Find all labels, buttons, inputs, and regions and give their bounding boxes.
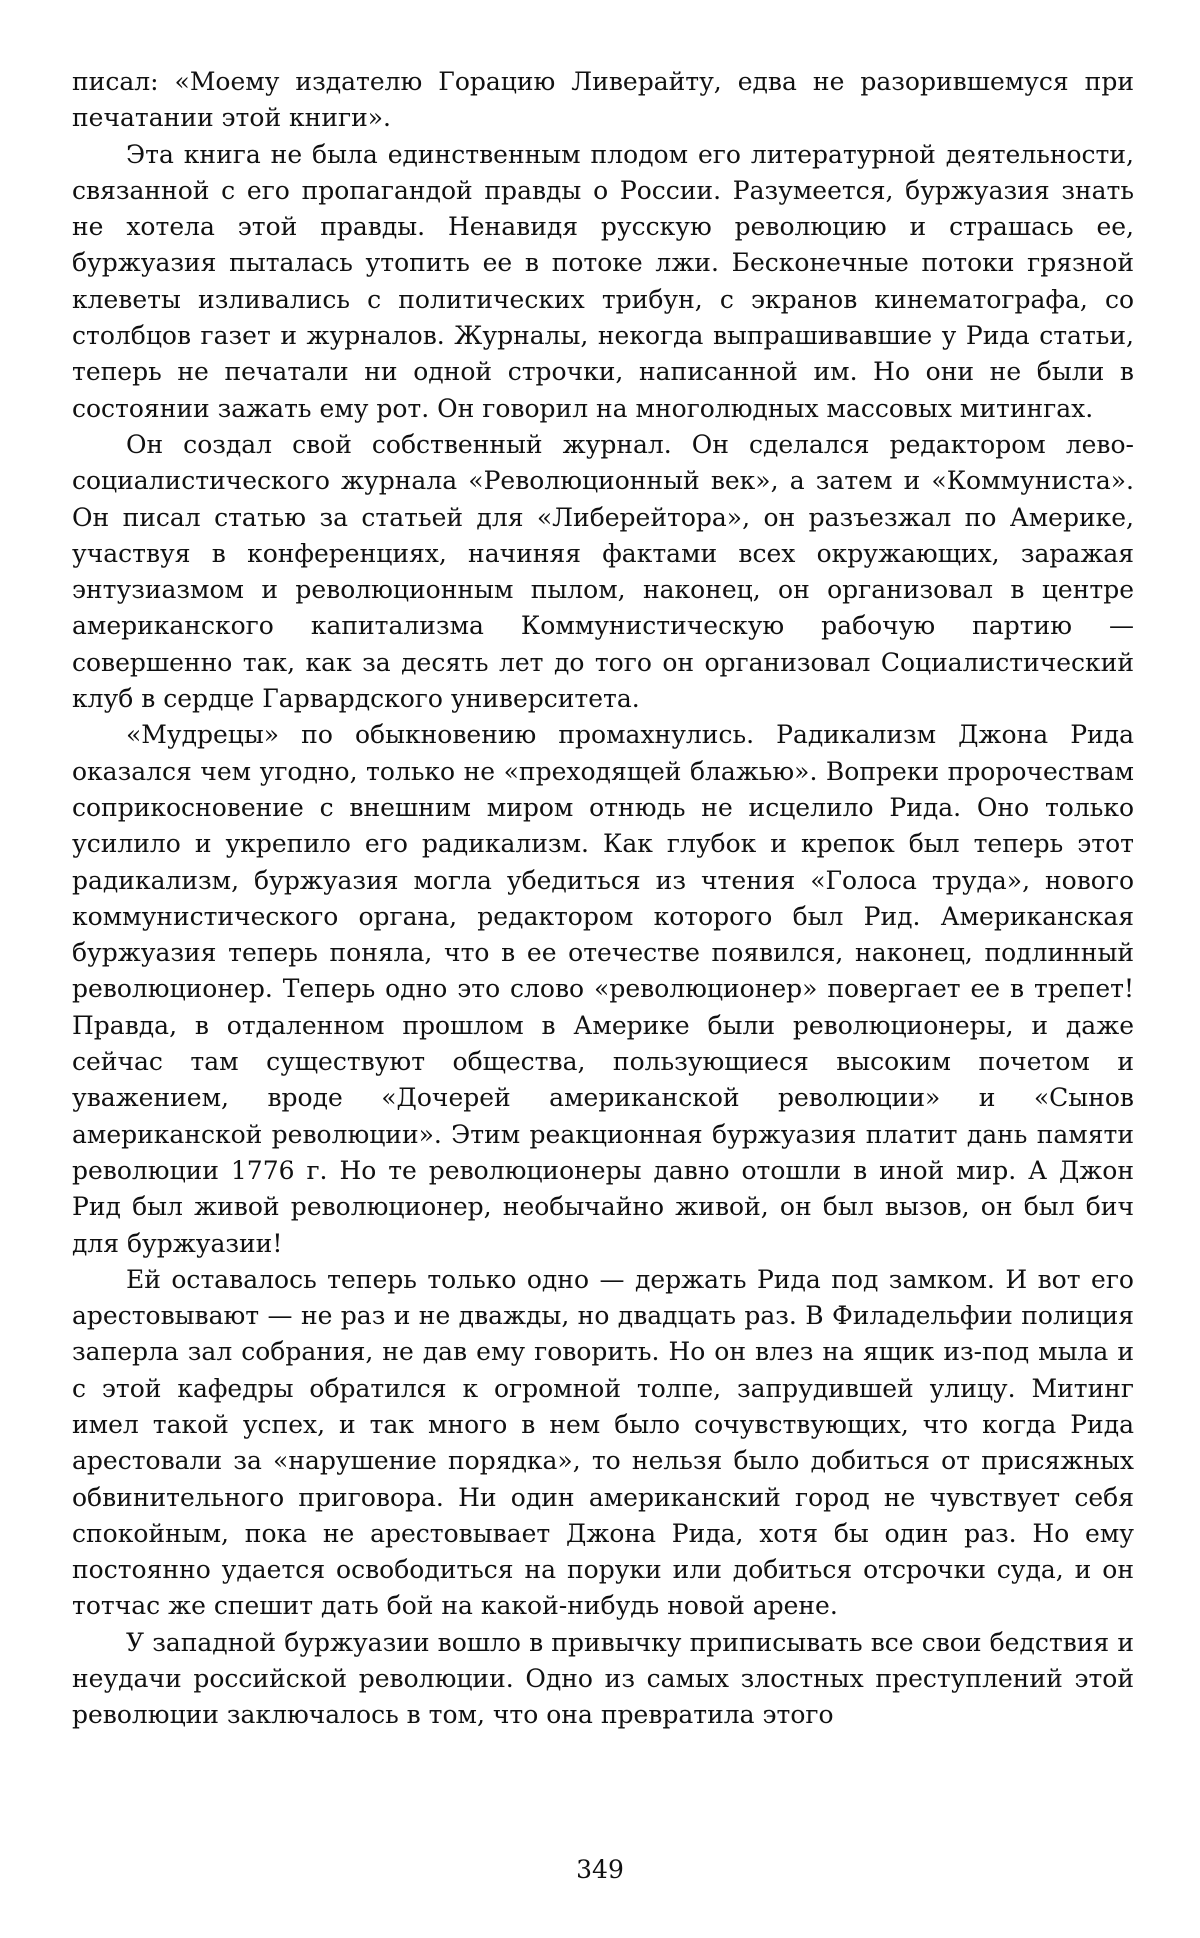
paragraph-3: Он создал свой собственный журнал. Он сделался редактором лево­социалистического журнала «Революционный век», а затем и «Комму­ниста». Он писал статью за статьей для «Либерейтора», он разъезжал по Америке, участвуя в конференциях, начиняя фактами всех окружающих, заражая энтузиазмом и революционным пылом, наконец, он организовал в центре американского капитализма Коммунистическую рабочую пар­тию — совершенно так, как за десять лет до того он организовал Социа­листический клуб в сердце Гарвардского университета. [72, 427, 1134, 717]
page-text [72, 64, 1134, 1734]
page-number: 349 [0, 1855, 1200, 1884]
paragraph-5: Ей оставалось теперь только одно — держать Рида под замком. И вот его арестовывают — не раз и не дважды, но двадцать раз. В Фила­дельфии полиция заперла зал собрания, не дав ему говорить. Но он влез на ящик из-под мыла и с этой кафедры обратился к огромной толпе, запрудившей улицу. Митинг имел такой успех, и так много в нем было сочувствующих, что когда Рида арестовали за «нарушение порядка», то нельзя было добиться от присяжных обвинительного приговора. Ни один американский город не чувствует себя спокойным, пока не аресто­вывает Джона Рида, хотя бы один раз. Но ему постоянно удается осво­бодиться на поруки или добиться отсрочки суда, и он тотчас же спешит дать бой на какой-нибудь новой арене. [72, 1262, 1134, 1625]
paragraph-6: У западной буржуазии вошло в привычку приписывать все свои бед­ствия и неудачи российской революции. Одно из самых злостных пре­ступлений этой революции заключалось в том, что она превратила этого [72, 1625, 1134, 1734]
paragraph-1: писал: «Моему издателю Горацию Ливерайту, едва не разорившемуся при печатании этой книги». [72, 64, 1134, 137]
paragraph-4: «Мудрецы» по обыкновению промахнулись. Радикализм Джона Рида оказался чем угодно, только не «преходящей блажью». Вопреки проро­чествам соприкосновение с внешним миром отнюдь не исцелило Рида. Оно только усилило и укрепило его радикализм. Как глубок и крепок был теперь этот радикализм, буржуазия могла убедиться из чтения «Голоса труда», нового коммунистического органа, редактором которого был Рид. Американская буржуазия теперь поняла, что в ее отечестве появился, наконец, подлинный революционер. Теперь одно это слово «революционер» повергает ее в трепет! Правда, в отдаленном прошлом в Америке были революционеры, и даже сейчас там существуют общества, пользующиеся высоким почетом и уважением, вроде «Дочерей американ­ской революции» и «Сынов американской революции». Этим реакционная буржуазия платит дань памяти революции 1776 г. Но те революционеры давно отошли в иной мир. А Джон Рид был живой революционер, не­обычайно живой, он был вызов, он был бич для буржуазии! [72, 717, 1134, 1261]
paragraph-2: Эта книга не была единственным плодом его литературной деятель­ности, связанной с его пропагандой правды о России. Разумеется, бур­жуазия знать не хотела этой правды. Ненавидя русскую революцию и страшась ее, буржуазия пыталась утопить ее в потоке лжи. Бесконечные потоки грязной клеветы изливались с политических трибун, с экранов кинематографа, со столбцов газет и журналов. Журналы, некогда выпра­шивавшие у Рида статьи, теперь не печатали ни одной строчки, написан­ной им. Но они не были в состоянии зажать ему рот. Он говорил на многолюдных массовых митингах. [72, 137, 1134, 427]
